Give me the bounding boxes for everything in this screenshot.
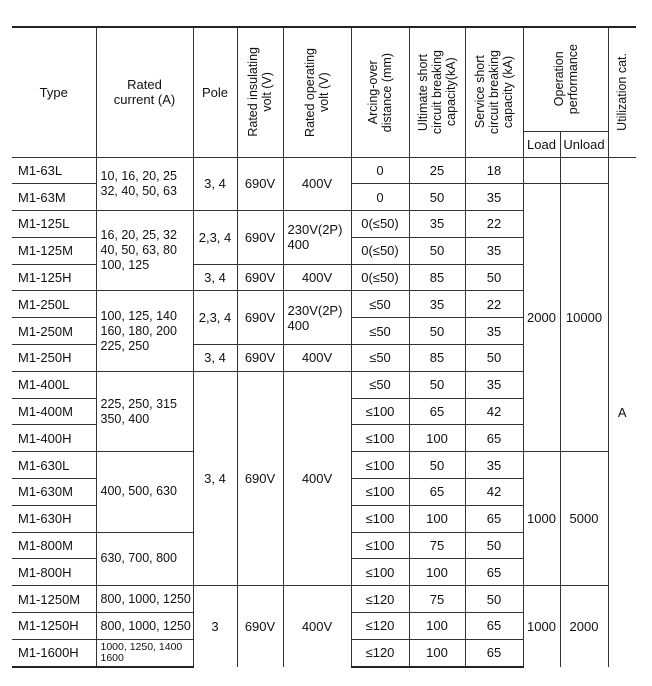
cell-ultimate: 50 [409,452,465,479]
cell-pole: 3, 4 [193,371,237,585]
cell-operating-volt: 400V [283,157,351,211]
cell-load [523,157,560,184]
header-ultimate-capacity: Ultimate short circuit breaking capacity(kA) [409,27,465,157]
cell-operating-volt: 400V [283,371,351,585]
cell-type: M1-250L [12,291,96,318]
cell-ultimate: 85 [409,345,465,372]
header-insulating-volt: Rated insulating volt (V) [237,27,283,157]
cell-rated-current: 800, 1000, 1250 [96,586,193,613]
cell-pole: 3, 4 [193,157,237,211]
cell-insulating-volt: 690V [237,371,283,585]
cell-arcing: ≤120 [351,639,409,666]
header-load: Load [523,131,560,157]
cell-service: 35 [465,184,523,211]
cell-ultimate: 75 [409,586,465,613]
cell-ultimate: 65 [409,398,465,425]
cell-ultimate: 100 [409,425,465,452]
cell-load: 1000 [523,452,560,586]
cell-unload: 5000 [560,452,608,586]
cell-ultimate: 35 [409,291,465,318]
cell-arcing: ≤100 [351,479,409,506]
cell-ultimate: 25 [409,157,465,184]
cell-service: 50 [465,345,523,372]
cell-ultimate: 65 [409,479,465,506]
cell-service: 35 [465,371,523,398]
cell-insulating-volt: 690V [237,264,283,291]
header-pole: Pole [193,27,237,157]
cell-load: 1000 [523,586,560,667]
cell-type: M1-125H [12,264,96,291]
cell-operating-volt: 230V(2P) 400 [283,291,351,345]
cell-type: M1-250M [12,318,96,345]
cell-rated-current: 1000, 1250, 1400 1600 [96,639,193,666]
header-operation-performance: Operation performance [523,27,608,131]
cell-pole: 2,3, 4 [193,211,237,265]
cell-type: M1-630H [12,505,96,532]
cell-type: M1-400H [12,425,96,452]
cell-insulating-volt: 690V [237,291,283,345]
cell-ultimate: 75 [409,532,465,559]
cell-arcing: 0(≤50) [351,264,409,291]
cell-unload: 2000 [560,586,608,667]
cell-rated-current: 800, 1000, 1250 [96,613,193,640]
header-service-capacity: Service short circuit breaking capacity (kA) [465,27,523,157]
cell-unload: 10000 [560,184,608,452]
cell-rated-current: 630, 700, 800 [96,532,193,586]
cell-service: 18 [465,157,523,184]
cell-insulating-volt: 690V [237,211,283,265]
cell-service: 35 [465,452,523,479]
cell-type: M1-1250H [12,613,96,640]
cell-operating-volt: 400V [283,264,351,291]
cell-rated-current: 10, 16, 20, 25 32, 40, 50, 63 [96,157,193,211]
cell-arcing: 0(≤50) [351,237,409,264]
cell-rated-current: 225, 250, 315 350, 400 [96,371,193,451]
header-operating-volt: Rated operating volt (V) [283,27,351,157]
cell-arcing: ≤120 [351,613,409,640]
header-arcing-distance: Arcing-over distance (mm) [351,27,409,157]
cell-pole: 3 [193,586,237,667]
cell-arcing: ≤100 [351,425,409,452]
cell-type: M1-400L [12,371,96,398]
cell-utilization: A [608,157,636,667]
cell-service: 65 [465,639,523,666]
cell-type: M1-125M [12,237,96,264]
cell-type: M1-250H [12,345,96,372]
cell-ultimate: 50 [409,318,465,345]
cell-service: 50 [465,264,523,291]
cell-ultimate: 50 [409,237,465,264]
cell-type: M1-630L [12,452,96,479]
cell-service: 42 [465,479,523,506]
cell-rated-current: 16, 20, 25, 32 40, 50, 63, 80 100, 125 [96,211,193,291]
cell-service: 65 [465,613,523,640]
cell-unload [560,157,608,184]
cell-ultimate: 50 [409,184,465,211]
cell-arcing: ≤50 [351,291,409,318]
cell-insulating-volt: 690V [237,345,283,372]
cell-ultimate: 100 [409,639,465,666]
cell-arcing: ≤100 [351,559,409,586]
cell-service: 65 [465,425,523,452]
cell-arcing: ≤50 [351,371,409,398]
cell-arcing: ≤100 [351,532,409,559]
cell-arcing: ≤100 [351,398,409,425]
cell-pole: 3, 4 [193,345,237,372]
cell-insulating-volt: 690V [237,157,283,211]
cell-ultimate: 50 [409,371,465,398]
cell-ultimate: 100 [409,505,465,532]
cell-type: M1-630M [12,479,96,506]
cell-service: 42 [465,398,523,425]
cell-operating-volt: 400V [283,586,351,667]
cell-type: M1-800H [12,559,96,586]
header-rated-current: Rated current (A) [96,27,193,157]
cell-rated-current: 400, 500, 630 [96,452,193,532]
cell-load: 2000 [523,184,560,452]
cell-service: 65 [465,559,523,586]
cell-ultimate: 100 [409,613,465,640]
specification-table [12,26,636,668]
cell-service: 35 [465,318,523,345]
cell-rated-current: 100, 125, 140 160, 180, 200 225, 250 [96,291,193,371]
cell-arcing: ≤100 [351,452,409,479]
cell-arcing: ≤50 [351,345,409,372]
cell-arcing: ≤120 [351,586,409,613]
cell-type: M1-63L [12,157,96,184]
cell-type: M1-400M [12,398,96,425]
header-utilization-category: Utilization cat. [608,27,636,157]
cell-arcing: ≤50 [351,318,409,345]
header-unload: Unload [560,131,608,157]
cell-pole: 3, 4 [193,264,237,291]
cell-type: M1-63M [12,184,96,211]
cell-pole: 2,3, 4 [193,291,237,345]
cell-arcing: 0 [351,184,409,211]
cell-service: 22 [465,291,523,318]
cell-service: 50 [465,586,523,613]
cell-type: M1-125L [12,211,96,238]
cell-arcing: 0(≤50) [351,211,409,238]
cell-type: M1-1250M [12,586,96,613]
cell-arcing: 0 [351,157,409,184]
cell-operating-volt: 230V(2P) 400 [283,211,351,265]
cell-type: M1-800M [12,532,96,559]
cell-operating-volt: 400V [283,345,351,372]
cell-service: 35 [465,237,523,264]
cell-ultimate: 100 [409,559,465,586]
cell-arcing: ≤100 [351,505,409,532]
cell-service: 50 [465,532,523,559]
cell-insulating-volt: 690V [237,586,283,667]
cell-ultimate: 85 [409,264,465,291]
header-type: Type [12,27,96,157]
cell-ultimate: 35 [409,211,465,238]
cell-type: M1-1600H [12,639,96,666]
cell-service: 65 [465,505,523,532]
cell-service: 22 [465,211,523,238]
